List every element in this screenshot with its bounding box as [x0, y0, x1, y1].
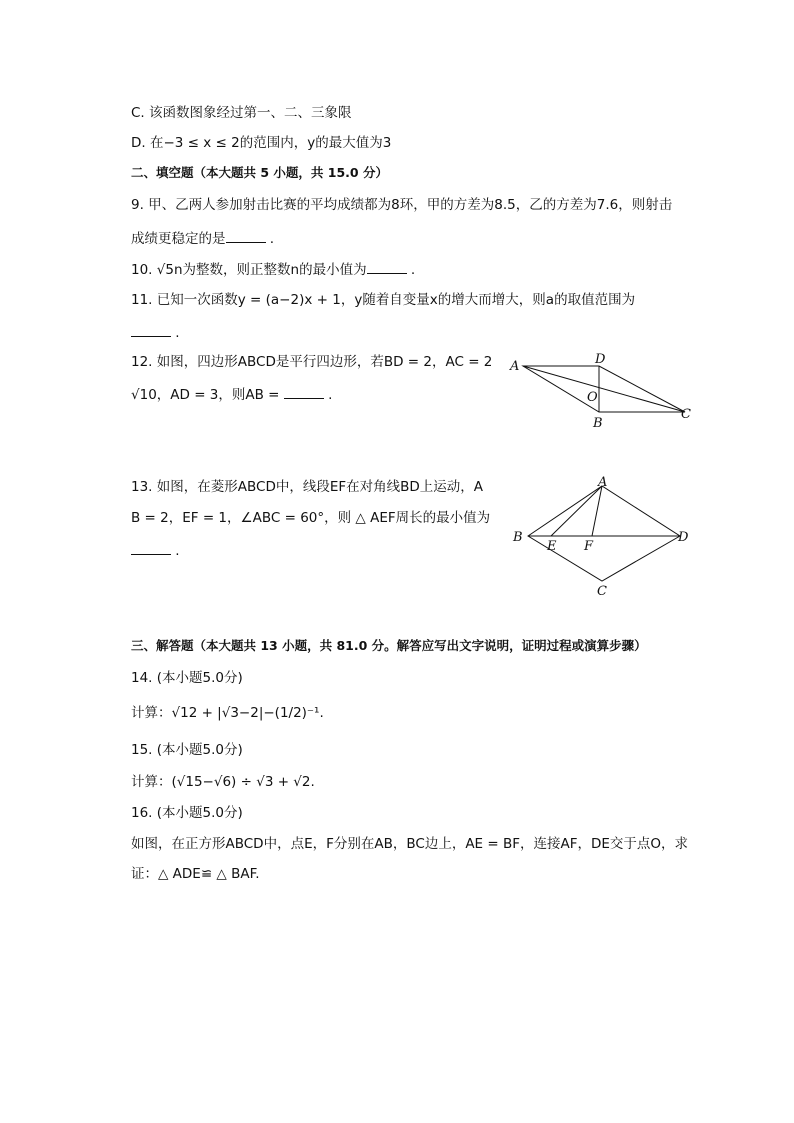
- q16-header: 16. (本小题5.0分): [131, 805, 243, 821]
- segment-af: [592, 486, 602, 536]
- q9-text: 成绩更稳定的是: [131, 231, 226, 247]
- q16-line2: 证：△ ADE≌ △ BAF.: [131, 866, 260, 882]
- section-3-title: 三、解答题（本大题共 13 小题，共 81.0 分。解答应写出文字说明，证明过程或演算步骤）: [131, 638, 647, 653]
- q15-body: 计算：(√15−√6) ÷ √3 + √2.: [131, 774, 315, 790]
- q11-end: .: [171, 325, 180, 341]
- label-d: D: [595, 352, 606, 367]
- q13-line3: [131, 540, 180, 561]
- section-2-title: 二、填空题（本大题共 5 小题，共 15.0 分）: [131, 165, 388, 180]
- rhombus-figure: [508, 472, 698, 602]
- label-b: B: [593, 416, 603, 430]
- q11-line2: [131, 322, 180, 343]
- q11-line1: 11. 已知一次函数y = (a−2)x + 1，y随着自变量x的增大而增大，则a的取值范围为: [131, 292, 636, 308]
- label-f: F: [584, 539, 594, 554]
- label-d: D: [678, 530, 689, 545]
- q14-header: 14. (本小题5.0分): [131, 670, 243, 686]
- label-o: O: [587, 390, 598, 405]
- answer-blank: [367, 259, 407, 274]
- q9-line2: [131, 228, 274, 249]
- q13-line2: B = 2，EF = 1，∠ABC = 60°，则 △ AEF周长的最小值为: [131, 510, 491, 526]
- q10: [131, 259, 415, 280]
- label-b: B: [513, 530, 523, 545]
- label-c: C: [597, 584, 607, 599]
- rhombus-abcd: [528, 486, 680, 581]
- q10-number: 10.: [131, 262, 153, 278]
- q10-end: .: [406, 262, 416, 278]
- answer-blank: [131, 322, 171, 337]
- option-d: D. 在−3 ≤ x ≤ 2的范围内，y的最大值为3: [131, 135, 392, 151]
- q12-end: .: [323, 387, 333, 403]
- diagonal-ac: [523, 366, 685, 412]
- answer-blank: [284, 384, 324, 399]
- q16-line1: 如图，在正方形ABCD中，点E，F分别在AB，BC边上，AE = BF，连接AF，DE交于点O，求: [131, 836, 689, 852]
- q13-line1: 13. 如图，在菱形ABCD中，线段EF在对角线BD上运动，A: [131, 479, 484, 495]
- answer-blank: [131, 540, 171, 555]
- label-c: C: [681, 407, 691, 422]
- q12-line1: 12. 如图，四边形ABCD是平行四边形，若BD = 2，AC = 2: [131, 354, 493, 370]
- q9-line1: 9. 甲、乙两人参加射击比赛的平均成绩都为8环，甲的方差为8.5，乙的方差为7.6，则射击: [131, 197, 673, 213]
- label-a: A: [510, 359, 520, 374]
- label-a: A: [598, 475, 608, 490]
- label-e: E: [547, 539, 557, 554]
- segment-ae: [551, 486, 602, 536]
- option-c: C. 该函数图象经过第一、二、三象限: [131, 105, 352, 121]
- answer-blank: [226, 228, 266, 243]
- q9-end: .: [265, 231, 275, 247]
- q13-end: .: [171, 543, 180, 559]
- q12-text: √10，AD = 3，则AB =: [131, 387, 284, 403]
- q12-line2: [131, 384, 332, 405]
- q10-text: √5n为整数，则正整数n的最小值为: [156, 262, 367, 278]
- q14-body: 计算：√12 + |√3−2|−(1/2)⁻¹.: [131, 705, 324, 721]
- parallelogram-figure: [505, 350, 700, 430]
- q15-header: 15. (本小题5.0分): [131, 742, 243, 758]
